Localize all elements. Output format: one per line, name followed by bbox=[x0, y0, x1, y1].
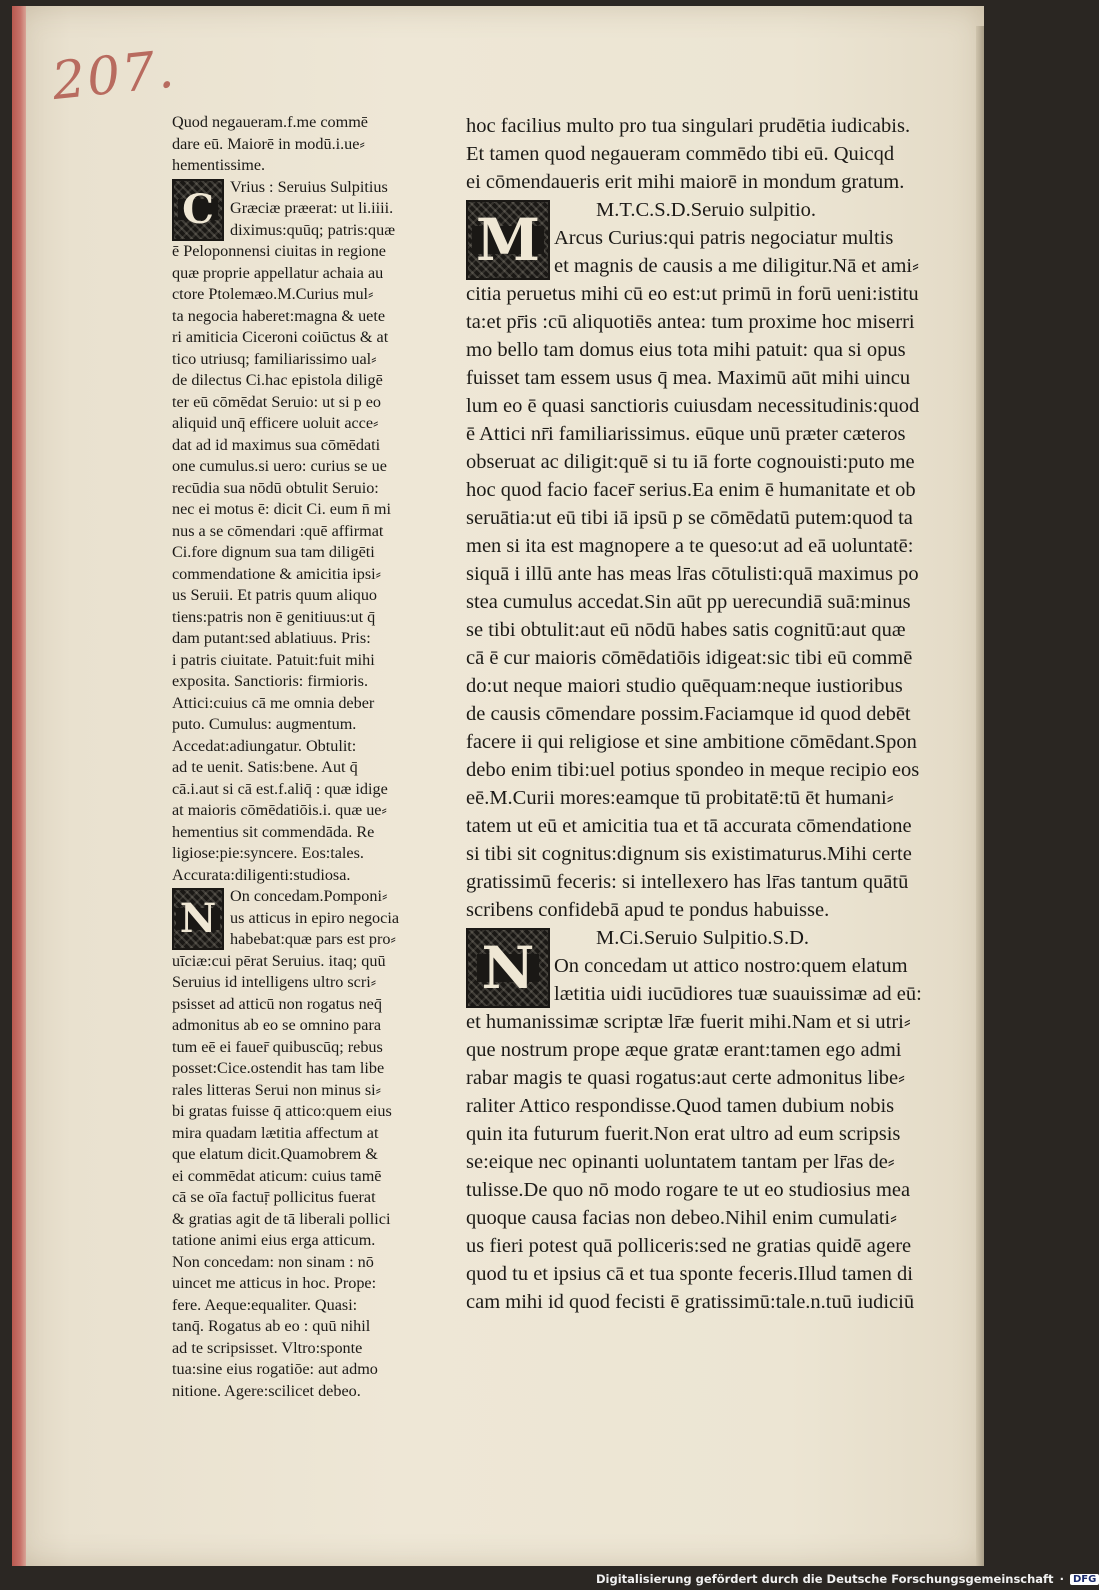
text-line: facere ii qui religiose et sine ambitione cōmēdant.Spon bbox=[466, 731, 917, 753]
text-line: puto. Cumulus: augmentum. bbox=[172, 715, 357, 733]
text-line: dam putant:sed ablatiuus. Pris: bbox=[172, 629, 371, 647]
text-line: at maioris cōmēdatiōis.i. quæ ue⸗ bbox=[172, 801, 387, 819]
text-line: uīciæ:cui pērat Seruius. itaq; quū bbox=[172, 951, 386, 970]
text-line: Non concedam: non sinam : nō bbox=[172, 1252, 374, 1271]
text-line: seruātia:ut eū tibi iā ipsū p se cōmēdatū putem:quod ta bbox=[466, 507, 913, 529]
text-line: lum eo ē quasi sanctioris cuiusdam necessitudinis:quod bbox=[466, 395, 920, 417]
text-line: nec ei motus ē: dicit Ci. eum n̄ mi bbox=[172, 500, 391, 518]
text-line: rales litteras Serui non minus si⸗ bbox=[172, 1080, 382, 1099]
text-line: tico utriusq; familiarissimo ual⸗ bbox=[172, 349, 377, 368]
decorated-initial-n-left: N bbox=[172, 888, 224, 950]
text-line: siquā i illū ante has meas lr̄as cōtulisti:quā maximus po bbox=[466, 563, 919, 585]
letter-column bbox=[466, 112, 938, 1316]
text-line: admonitus ab eo se omnino para bbox=[172, 1016, 382, 1034]
text-line: On concedam ut attico nostro:quem elatum bbox=[554, 955, 908, 977]
text-line: se tibi obtulit:aut eū nōdū habes satis cognitū:aut quæ bbox=[466, 619, 906, 641]
text-line: us fieri potest quā polliceris:sed ne gratias quidē agere bbox=[466, 1235, 912, 1257]
text-line: Seruius id intelligens ultro scri⸗ bbox=[172, 973, 377, 991]
text-line: On concedam.Pomponi⸗ bbox=[230, 887, 388, 905]
text-line: bi gratas fuisse q̄ attico:quem eius bbox=[172, 1102, 392, 1120]
text-line: que nostrum prope æque gratæ erant:tamen ego admi bbox=[466, 1039, 902, 1061]
text-line: exposita. Sanctioris: firmioris. bbox=[172, 672, 369, 690]
commentary-column bbox=[172, 112, 455, 1402]
text-line: gratissimū feceris: si intellexero has lr̄as tantum quātū bbox=[466, 871, 909, 893]
text-line: quæ proprie appellatur achaia au bbox=[172, 263, 384, 282]
decorated-initial-m: M bbox=[466, 200, 550, 280]
text-line: habebat:quæ pars est pro⸗ bbox=[230, 930, 396, 948]
text-line: cā se oīa factuṝ pollicitus fuerat bbox=[172, 1188, 376, 1206]
text-line: i patris ciuitate. Patuit:fuit mihi bbox=[172, 650, 375, 669]
text-line: diximus:quūq; patris:quæ bbox=[230, 220, 396, 239]
text-line: one cumulus.si uero: curius se ue bbox=[172, 457, 387, 475]
text-line: tulisse.De quo nō modo rogare te ut eo studiosius mea bbox=[466, 1179, 911, 1201]
page-stack-edge bbox=[976, 26, 984, 1566]
decorated-initial-n-right: N bbox=[466, 928, 550, 1008]
text-line: citia peruetus mihi cū eo est:ut primū in forū ueni:istitu bbox=[466, 283, 919, 305]
text-line: tatione animi eius erga atticum. bbox=[172, 1231, 376, 1249]
text-line: ctore Ptolemæo.M.Curius mul⸗ bbox=[172, 285, 374, 303]
text-line: que elatum dicit.Quamobrem & bbox=[172, 1145, 378, 1163]
text-line: et magnis de causis a me diligitur.Nā et ami⸗ bbox=[554, 255, 919, 277]
text-line: hoc quod facio facer̄ serius.Ea enim ē humanitate et ob bbox=[466, 479, 916, 501]
text-line: ri amiticia Ciceroni coiūctus & at bbox=[172, 328, 389, 346]
text-line: us Seruii. Et patris quum aliquo bbox=[172, 586, 378, 604]
text-line: Et tamen quod negaueram commēdo tibi eū. Quicqd bbox=[466, 143, 895, 165]
text-line: dare eū. Maiorē in modū.i.ue⸗ bbox=[172, 134, 365, 153]
text-line: fere. Aeque:equaliter. Quasi: bbox=[172, 1295, 358, 1314]
text-line: eē.M.Curii mores:eamque tū probitatē:tū ēt humani⸗ bbox=[466, 787, 894, 809]
text-line: nitione. Agere:scilicet debeo. bbox=[172, 1381, 361, 1400]
text-line: nus a se cōmendari :quē affirmat bbox=[172, 521, 384, 540]
text-line: commendatione & amicitia ipsi⸗ bbox=[172, 564, 382, 583]
text-line: & gratias agit de tā liberali pollici bbox=[172, 1209, 391, 1228]
digitization-footer: Digitalisierung gefördert durch die Deutsche Forschungsgemeinschaft · DFG bbox=[596, 1570, 996, 1588]
text-line: ad te scripsisset. Vltro:sponte bbox=[172, 1338, 363, 1357]
text-line: dat ad id maximus sua cōmēdati bbox=[172, 435, 381, 454]
text-line: ē Attici nr̄i familiarissimus. eūque unū præter cæteros bbox=[466, 423, 906, 445]
text-line: uincet me atticus in hoc. Prope: bbox=[172, 1274, 377, 1292]
text-line: si tibi sit cognitus:dignum sis existimaturus.Mihi certe bbox=[466, 843, 912, 865]
text-line: ligiose:pie:syncere. Eos:tales. bbox=[172, 844, 364, 862]
text-line: mira quadam lætitia affectum at bbox=[172, 1123, 379, 1142]
text-line: cā ē cur maioris cōmēdatiōis idigeat:sic tibi eū commē bbox=[466, 647, 913, 669]
text-line: tatem ut eū et amicitia tua et tā accurata cōmendatione bbox=[466, 815, 912, 837]
text-line: cam mihi id quod fecisti ē gratissimū:tale.n.tuū iudiciū bbox=[466, 1291, 915, 1313]
text-line: Arcus Curius:qui patris negociatur multis bbox=[554, 227, 894, 249]
text-line: quoque causa facias non debeo.Nihil enim cumulati⸗ bbox=[466, 1207, 897, 1229]
text-line: fuisset tam essem usus q̄ mea. Maximū aūt mihi uincu bbox=[466, 367, 911, 389]
text-line: recūdia sua nōdū obtulit Seruio: bbox=[172, 478, 379, 497]
text-line: ei commēdat aticum: cuius tamē bbox=[172, 1166, 382, 1185]
text-line: Vrius : Seruius Sulpitius bbox=[230, 177, 388, 196]
footer-text: Digitalisierung gefördert durch die Deutsche Forschungsgemeinschaft bbox=[596, 1572, 1054, 1586]
text-line: ter eū cōmēdat Seruio: ut si p eo bbox=[172, 392, 382, 411]
text-line: posset:Cice.ostendit has tam libe bbox=[172, 1059, 385, 1077]
letter-heading-1: M.T.C.S.D.Seruio sulpitio. bbox=[596, 199, 817, 221]
text-line: men si ita est magnopere a te queso:ut ad eā uoluntatē: bbox=[466, 535, 914, 557]
text-line: mo bello tam domus eius tota mihi patuit: qua si opus bbox=[466, 339, 906, 361]
text-line: et humanissimæ scriptæ lr̄æ fuerit mihi.Nam et si utri⸗ bbox=[466, 1011, 911, 1033]
text-line: de causis cōmendare possim.Faciamque id quod debēt bbox=[466, 703, 911, 725]
text-line: Græciæ præerat: ut li.iiii. bbox=[230, 199, 394, 217]
text-line: hementius sit commendāda. Re bbox=[172, 822, 375, 841]
text-line: quod tu et ipsius cā et tua sponte feceris.Illud tamen di bbox=[466, 1263, 913, 1285]
text-line: quin ita futurum fuerit.Non erat ultro ad eum scripsis bbox=[466, 1123, 901, 1145]
text-line: ta:et pr̄is :cū aliquotiēs antea: tum proxime hoc miserri bbox=[466, 311, 915, 333]
text-line: scribens confidebā apud te pondus habuisse. bbox=[466, 899, 830, 921]
text-line: do:ut neque maiori studio quēquam:neque iustioribus bbox=[466, 675, 903, 697]
text-line: tiens:patris non ē genitiuus:ut q̄ bbox=[172, 607, 376, 626]
text-line: rabar magis te quasi rogatus:aut certe admonitus libe⸗ bbox=[466, 1067, 905, 1089]
text-line: de dilectus Ci.hac epistola diligē bbox=[172, 371, 383, 389]
handwritten-folio-number: 207. bbox=[49, 39, 179, 113]
text-line: Attici:cuius cā me omnia deber bbox=[172, 693, 375, 712]
text-line: hementissime. bbox=[172, 156, 266, 174]
text-line: Quod negaueram.f.me commē bbox=[172, 113, 368, 131]
text-line: psisset ad atticū non rogatus neq̄ bbox=[172, 994, 382, 1013]
text-line: obseruat ac diligit:quē si tu iā forte cognouisti:puto me bbox=[466, 451, 915, 473]
dfg-logo-icon: DFG bbox=[1070, 1574, 1099, 1585]
text-line: Accurata:diligenti:studiosa. bbox=[172, 865, 351, 884]
text-line: ad te uenit. Satis:bene. Aut q̄ bbox=[172, 758, 358, 776]
text-line: ē Peloponnensi ciuitas in regione bbox=[172, 242, 386, 260]
text-line: se:eique nec opinanti uoluntatem tantam per lr̄as de⸗ bbox=[466, 1151, 895, 1173]
decorated-initial-c: C bbox=[172, 179, 224, 241]
text-line: ei cōmendaueris erit mihi maiorē in mondum gratum. bbox=[466, 171, 905, 193]
text-line: us atticus in epiro negocia bbox=[230, 908, 400, 927]
text-line: Ci.fore dignum sua tam diligēti bbox=[172, 543, 375, 561]
text-line: stea cumulus accedat.Sin aūt pp uerecundiā suā:minus bbox=[466, 591, 911, 613]
text-line: cā.i.aut si cā est.f.aliq̄ : quæ idige bbox=[172, 779, 388, 798]
text-line: tum eē ei fauer̄ quibuscūq; rebus bbox=[172, 1037, 383, 1056]
red-page-edge bbox=[12, 6, 26, 1566]
text-line: debo enim tibi:uel potius spondeo in meque recipio eos bbox=[466, 759, 920, 781]
letter-heading-2: M.Ci.Seruio Sulpitio.S.D. bbox=[596, 927, 810, 949]
text-line: tua:sine eius rogatiōe: aut admo bbox=[172, 1360, 378, 1378]
text-line: Accedat:adiungatur. Obtulit: bbox=[172, 736, 357, 755]
text-line: tanq̄. Rogatus ab eo : quū nihil bbox=[172, 1317, 371, 1335]
text-line: ta negocia haberet:magna & uete bbox=[172, 306, 386, 325]
text-line: raliter Attico respondisse.Quod tamen dubium nobis bbox=[466, 1095, 895, 1117]
text-line: aliquid unq̄ efficere uoluit acce⸗ bbox=[172, 414, 379, 432]
text-line: hoc facilius multo pro tua singulari prudētia iudicabis. bbox=[466, 115, 911, 137]
text-line: lætitia uidi iucūdiores tuæ suauissimæ ad eū: bbox=[554, 983, 922, 1005]
